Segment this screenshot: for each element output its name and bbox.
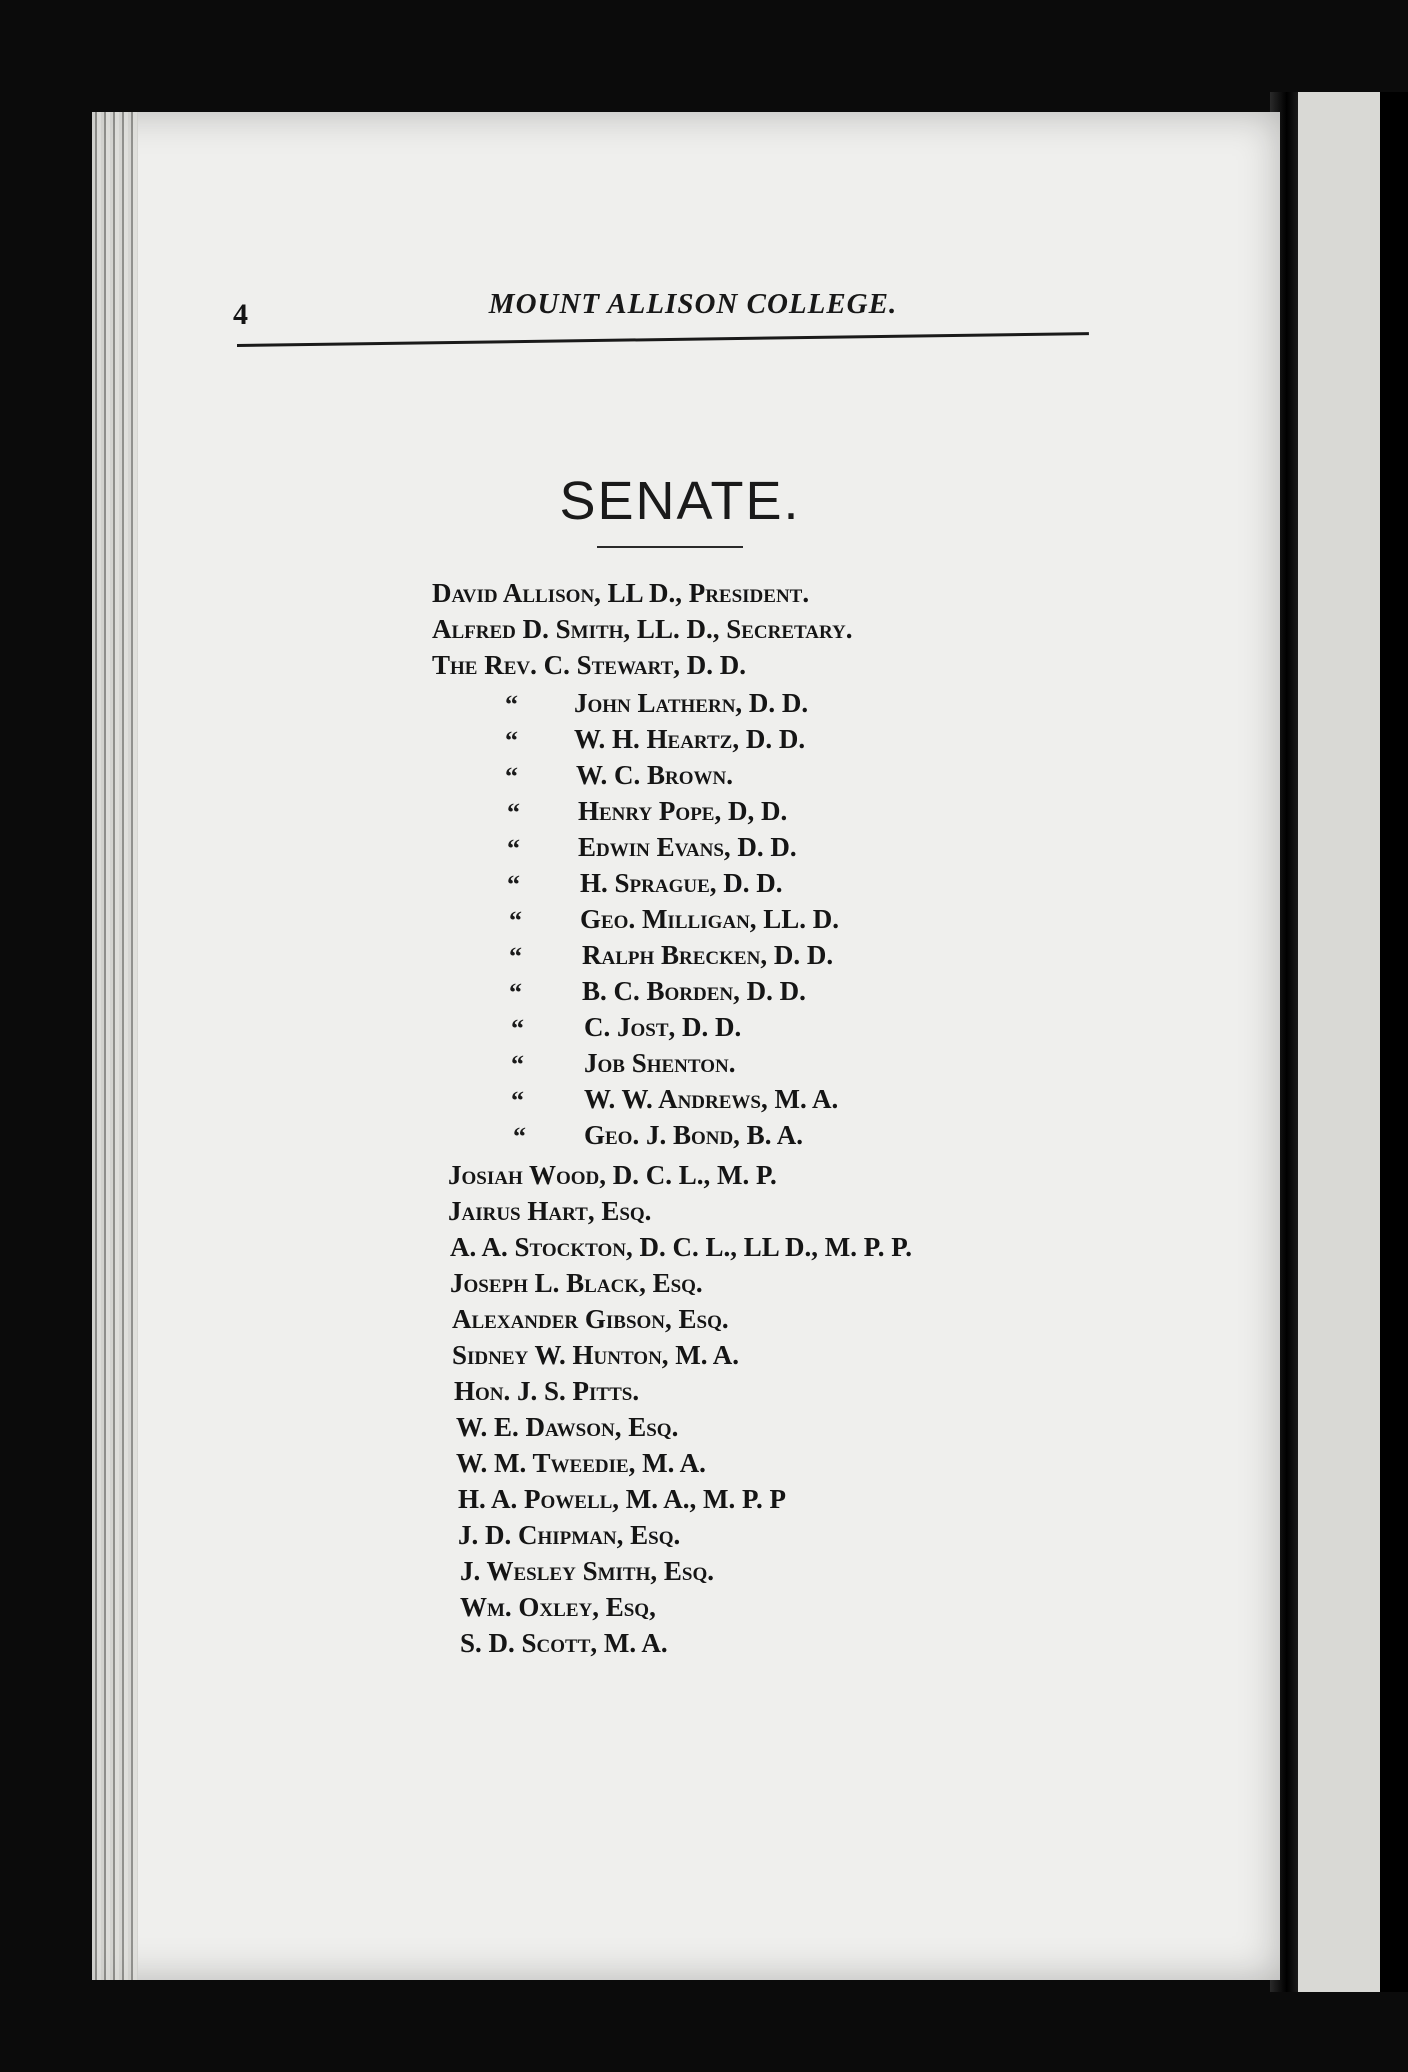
member-entry: H. Sprague, D. D. — [580, 868, 783, 898]
member-entry: H. A. Powell, M. A., M. P. P — [458, 1484, 787, 1514]
member-entry: Henry Pope, D, D. — [578, 796, 788, 826]
ditto-mark: “ — [511, 1086, 524, 1115]
ditto-mark: “ — [505, 726, 518, 755]
member-entry: S. D. Scott, M. A. — [460, 1628, 668, 1658]
member-entry: W. C. Brown. — [576, 760, 733, 790]
member-entry: Wm. Oxley, Esq, — [460, 1592, 656, 1622]
page-number: 4 — [233, 298, 248, 331]
ditto-mark: “ — [513, 1122, 526, 1151]
ditto-mark: “ — [505, 762, 518, 791]
ditto-mark: “ — [509, 978, 522, 1007]
next-page-shadow — [1380, 92, 1408, 1992]
ditto-mark: “ — [507, 798, 520, 827]
member-entry: Alfred D. Smith, LL. D., Secretary. — [432, 614, 853, 644]
ditto-mark: “ — [507, 834, 520, 863]
member-entry: Geo. J. Bond, B. A. — [584, 1120, 803, 1150]
member-entry: J. D. Chipman, Esq. — [458, 1520, 681, 1550]
page-header — [233, 280, 1093, 340]
member-entry: The Rev. C. Stewart, D. D. — [432, 650, 747, 680]
member-entry: Sidney W. Hunton, M. A. — [452, 1340, 740, 1370]
ditto-mark: “ — [509, 942, 522, 971]
member-entry: B. C. Borden, D. D. — [582, 976, 806, 1006]
member-entry: W. M. Tweedie, M. A. — [456, 1448, 706, 1478]
member-entry: J. Wesley Smith, Esq. — [460, 1556, 714, 1586]
member-entry: W. W. Andrews, M. A. — [584, 1084, 839, 1114]
ditto-mark: “ — [509, 906, 522, 935]
section-title: SENATE. — [559, 471, 801, 531]
member-entry: Joseph L. Black, Esq. — [450, 1268, 703, 1298]
ditto-mark: “ — [511, 1050, 524, 1079]
member-entry: Alexander Gibson, Esq. — [452, 1304, 729, 1334]
page-stack-edge — [92, 112, 138, 1980]
book-page — [92, 112, 1280, 1980]
member-entry: Ralph Brecken, D. D. — [582, 940, 834, 970]
member-entry: W. H. Heartz, D. D. — [574, 724, 806, 754]
member-entry: Job Shenton. — [584, 1048, 736, 1078]
ditto-mark: “ — [505, 690, 518, 719]
member-entry: Jairus Hart, Esq. — [448, 1196, 652, 1226]
member-entry: Geo. Milligan, LL. D. — [580, 904, 840, 934]
title-rule — [597, 546, 743, 548]
member-entry: Josiah Wood, D. C. L., M. P. — [448, 1160, 777, 1190]
ditto-mark: “ — [511, 1014, 524, 1043]
ditto-mark: “ — [507, 870, 520, 899]
member-entry: Hon. J. S. Pitts. — [454, 1376, 640, 1406]
member-entry: A. A. Stockton, D. C. L., LL D., M. P. P. — [450, 1232, 913, 1262]
running-title: MOUNT ALLISON COLLEGE. — [488, 288, 898, 320]
member-entry: David Allison, LL D., President. — [432, 578, 810, 608]
member-entry: W. E. Dawson, Esq. — [456, 1412, 679, 1442]
member-entry: John Lathern, D. D. — [574, 688, 809, 718]
member-entry: C. Jost, D. D. — [584, 1012, 742, 1042]
member-entry: Edwin Evans, D. D. — [578, 832, 797, 862]
